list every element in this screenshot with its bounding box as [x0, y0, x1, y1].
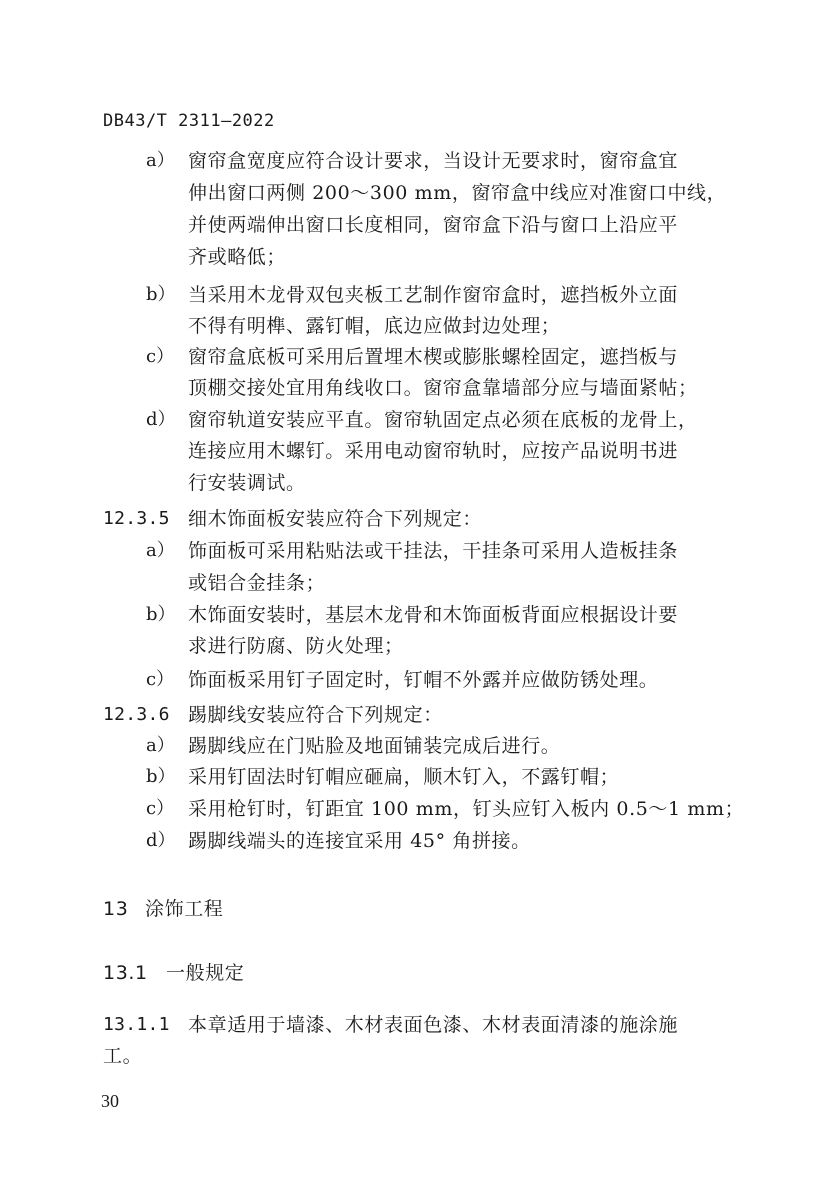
list-marker: d）: [146, 409, 176, 430]
clause-number: 12.3.6: [103, 704, 170, 725]
list-marker: a）: [146, 150, 175, 171]
list-marker: c）: [146, 798, 175, 819]
clause-text: 本章适用于墙漆、木材表面色漆、木材表面清漆的施涂施: [188, 1014, 679, 1036]
list-item-text: 当采用木龙骨双包夹板工艺制作窗帘盒时，遮挡板外立面: [188, 284, 679, 306]
list-item-text: 齐或略低；: [188, 246, 287, 268]
clause-number: 13.1.1: [103, 1014, 170, 1035]
list-item-text: 顶棚交接处宜用角线收口。窗帘盒靠墙部分应与墙面紧帖；: [188, 377, 698, 399]
list-marker: a）: [146, 540, 175, 561]
list-item-text: 或铝合金挂条；: [188, 572, 326, 594]
list-marker: d）: [146, 830, 176, 851]
list-item-text: 饰面板可采用粘贴法或干挂法，干挂条可采用人造板挂条: [188, 540, 679, 562]
list-item-text: 采用枪钉时，钉距宜 100 mm，钉头应钉入板内 0.5～1 mm；: [188, 798, 745, 820]
list-item-text: 求进行防腐、防火处理；: [188, 635, 404, 657]
list-item-text: 木饰面安装时，基层木龙骨和木饰面板背面应根据设计要: [188, 604, 679, 626]
clause-number: 12.3.5: [103, 508, 170, 529]
list-item-text: 窗帘盒宽度应符合设计要求，当设计无要求时，窗帘盒宜: [188, 150, 679, 172]
chapter-title: 涂饰工程: [145, 898, 224, 920]
list-marker: b）: [146, 766, 176, 787]
section-number: 13.1: [103, 962, 148, 984]
list-marker: a）: [146, 735, 175, 756]
clause-text: 踢脚线安装应符合下列规定：: [188, 704, 443, 726]
list-item-text: 踢脚线应在门贴脸及地面铺装完成后进行。: [188, 735, 561, 757]
page-header: DB43/T 2311—2022: [103, 111, 275, 131]
clause-text: 细木饰面板安装应符合下列规定：: [188, 508, 483, 530]
list-item-text: 连接应用木螺钉。采用电动窗帘轨时，应按产品说明书进: [188, 440, 679, 462]
section-title: 一般规定: [166, 962, 245, 984]
list-item-text: 采用钉固法时钉帽应砸扁，顺木钉入，不露钉帽；: [188, 766, 620, 788]
list-marker: c）: [146, 669, 175, 690]
list-item-text: 行安装调试。: [188, 472, 306, 494]
list-marker: b）: [146, 284, 176, 305]
clause-text: 工。: [103, 1045, 143, 1067]
list-item-text: 窗帘盒底板可采用后置埋木楔或膨胀螺栓固定，遮挡板与: [188, 346, 679, 368]
chapter-number: 13: [103, 898, 129, 920]
list-item-text: 并使两端伸出窗口长度相同，窗帘盒下沿与窗口上沿应平: [188, 214, 679, 236]
list-marker: b）: [146, 604, 176, 625]
list-item-text: 窗帘轨道安装应平直。窗帘轨固定点必须在底板的龙骨上，: [188, 409, 698, 431]
list-item-text: 踢脚线端头的连接宜采用 45° 角拼接。: [188, 830, 531, 852]
list-item-text: 饰面板采用钉子固定时，钉帽不外露并应做防锈处理。: [188, 669, 659, 691]
page-number: 30: [101, 1091, 119, 1111]
list-item-text: 伸出窗口两侧 200～300 mm，窗帘盒中线应对准窗口中线，: [188, 182, 727, 204]
list-marker: c）: [146, 346, 175, 367]
list-item-text: 不得有明榫、露钉帽，底边应做封边处理；: [188, 315, 561, 337]
